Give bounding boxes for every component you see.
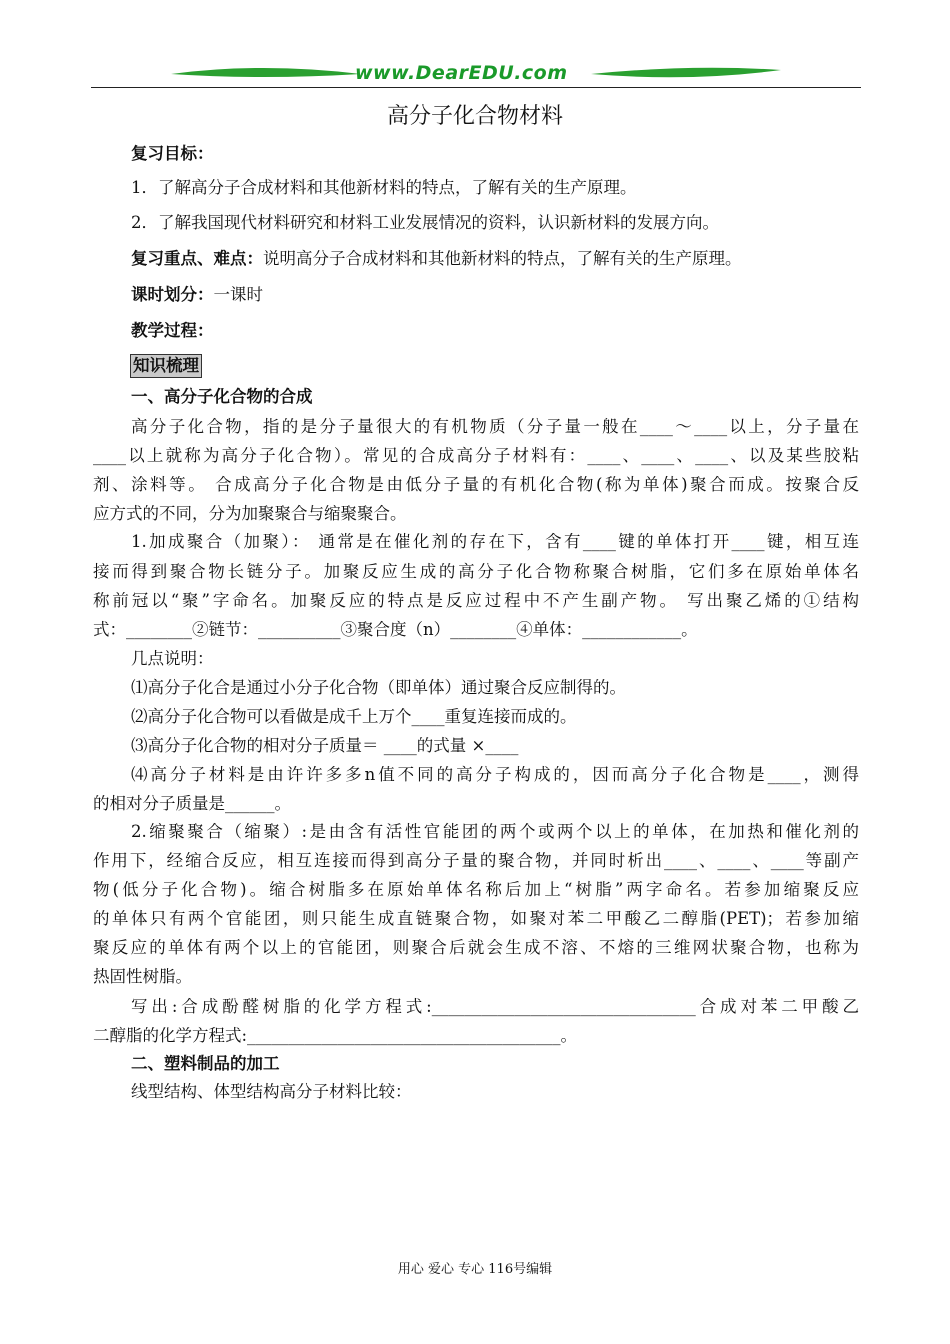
section2-text: 线型结构、体型结构高分子材料比较： xyxy=(131,1082,412,1101)
section1-p3-line-1: 2.缩聚聚合（缩聚）:是由含有活性官能团的两个或两个以上的单体，在加热和催化剂的 xyxy=(131,822,859,841)
section1-p3-line-3: 物(低分子化合物)。缩合树脂多在原始单体名称后加上“树脂”两字命名。若参加缩聚反应 xyxy=(93,880,859,899)
section1-p1-line-3: 剂、涂料等。 合成高分子化合物是由低分子量的有机化合物(称为单体)聚合而成。按聚合反 xyxy=(93,475,859,494)
section1-p3-line-4: 的单体只有两个官能团，则只能生成直链聚合物，如聚对苯二甲酸乙二醇脂(PET)；若参加缩 xyxy=(93,909,859,928)
header-rule xyxy=(91,87,861,88)
period-label: 课时划分： xyxy=(131,285,214,304)
section1-p1-line-1: 高分子化合物，指的是分子量很大的有机物质（分子量一般在____～____以上，分子量在 xyxy=(131,417,859,436)
note-1: ⑴高分子化合是通过小分子化合物（即单体）通过聚合反应制得的。 xyxy=(131,678,626,697)
section1-p2-line-3: 称前冠以“聚”字命名。加聚反应的特点是反应过程中不产生副产物。 写出聚乙烯的①结构 xyxy=(93,591,859,610)
process-label: 教学过程： xyxy=(131,321,214,340)
objective-item-1: 1．了解高分子合成材料和其他新材料的特点，了解有关的生产原理。 xyxy=(131,178,637,197)
section1-p1-line-2: ____以上就称为高分子化合物）。常见的合成高分子材料有：____、____、____、以及某些胶粘 xyxy=(93,446,859,465)
section2-heading: 二、塑料制品的加工 xyxy=(131,1054,280,1073)
section1-p2-line-2: 接而得到聚合物长链分子。加聚反应生成的高分子化合物称聚合树脂，它们多在原始单体名 xyxy=(93,562,859,581)
page-title: 高分子化合物材料 xyxy=(386,104,563,129)
note-4-line-1: ⑷高分子材料是由许许多多n值不同的高分子构成的，因而高分子化合物是____，测得 xyxy=(131,765,859,784)
section1-p3-line-5: 聚反应的单体有两个以上的官能团，则聚合后就会生成不溶、不熔的三维网状聚合物，也称为 xyxy=(93,938,859,957)
objective-item-2: 2．了解我国现代材料研究和材料工业发展情况的资料，认识新材料的发展方向。 xyxy=(131,213,719,232)
section1-p4-line-2: 二醇脂的化学方程式:______________________________________。 xyxy=(93,1026,578,1045)
period-line xyxy=(131,284,263,306)
note-4-line-2: 的相对分子质量是______。 xyxy=(93,794,291,813)
section1-p2-line-4: 式：________②链节：__________③聚合度（n）________④单体：____________。 xyxy=(93,620,698,639)
page-footer: 用心 爱心 专心 116号编辑 xyxy=(397,1262,553,1277)
note-3: ⑶高分子化合物的相对分子质量＝ ____的式量 ×____ xyxy=(131,736,519,755)
section1-p4-line-1: 写出:合成酚醛树脂的化学方程式:________________________________合成对苯二甲酸乙 xyxy=(131,997,859,1016)
keypoints-line xyxy=(131,248,742,270)
period-text: 一课时 xyxy=(213,285,263,304)
header-logo-text: www.DearEDU.com xyxy=(355,62,568,84)
section1-p1-line-4: 应方式的不同，分为加聚聚合与缩聚聚合。 xyxy=(93,504,407,523)
knowledge-tag: 知识梳理 xyxy=(130,354,202,378)
knowledge-tag-line xyxy=(130,354,202,378)
note-2: ⑵高分子化合物可以看做是成千上万个____重复连接而成的。 xyxy=(131,707,577,726)
objectives-heading: 复习目标： xyxy=(131,144,214,163)
notes-heading: 几点说明： xyxy=(131,649,214,668)
keypoints-text: 说明高分子合成材料和其他新材料的特点，了解有关的生产原理。 xyxy=(263,249,742,268)
section1-p3-line-2: 作用下，经缩合反应，相互连接而得到高分子量的聚合物，并同时析出____、____、____等副产 xyxy=(93,851,859,870)
section1-p2-line-1: 1.加成聚合（加聚）： 通常是在催化剂的存在下，含有____键的单体打开____键，相互连 xyxy=(131,532,859,551)
section1-p3-line-6: 热固性树脂。 xyxy=(93,967,192,986)
section1-heading: 一、高分子化合物的合成 xyxy=(131,387,313,406)
keypoints-label: 复习重点、难点： xyxy=(131,249,263,268)
